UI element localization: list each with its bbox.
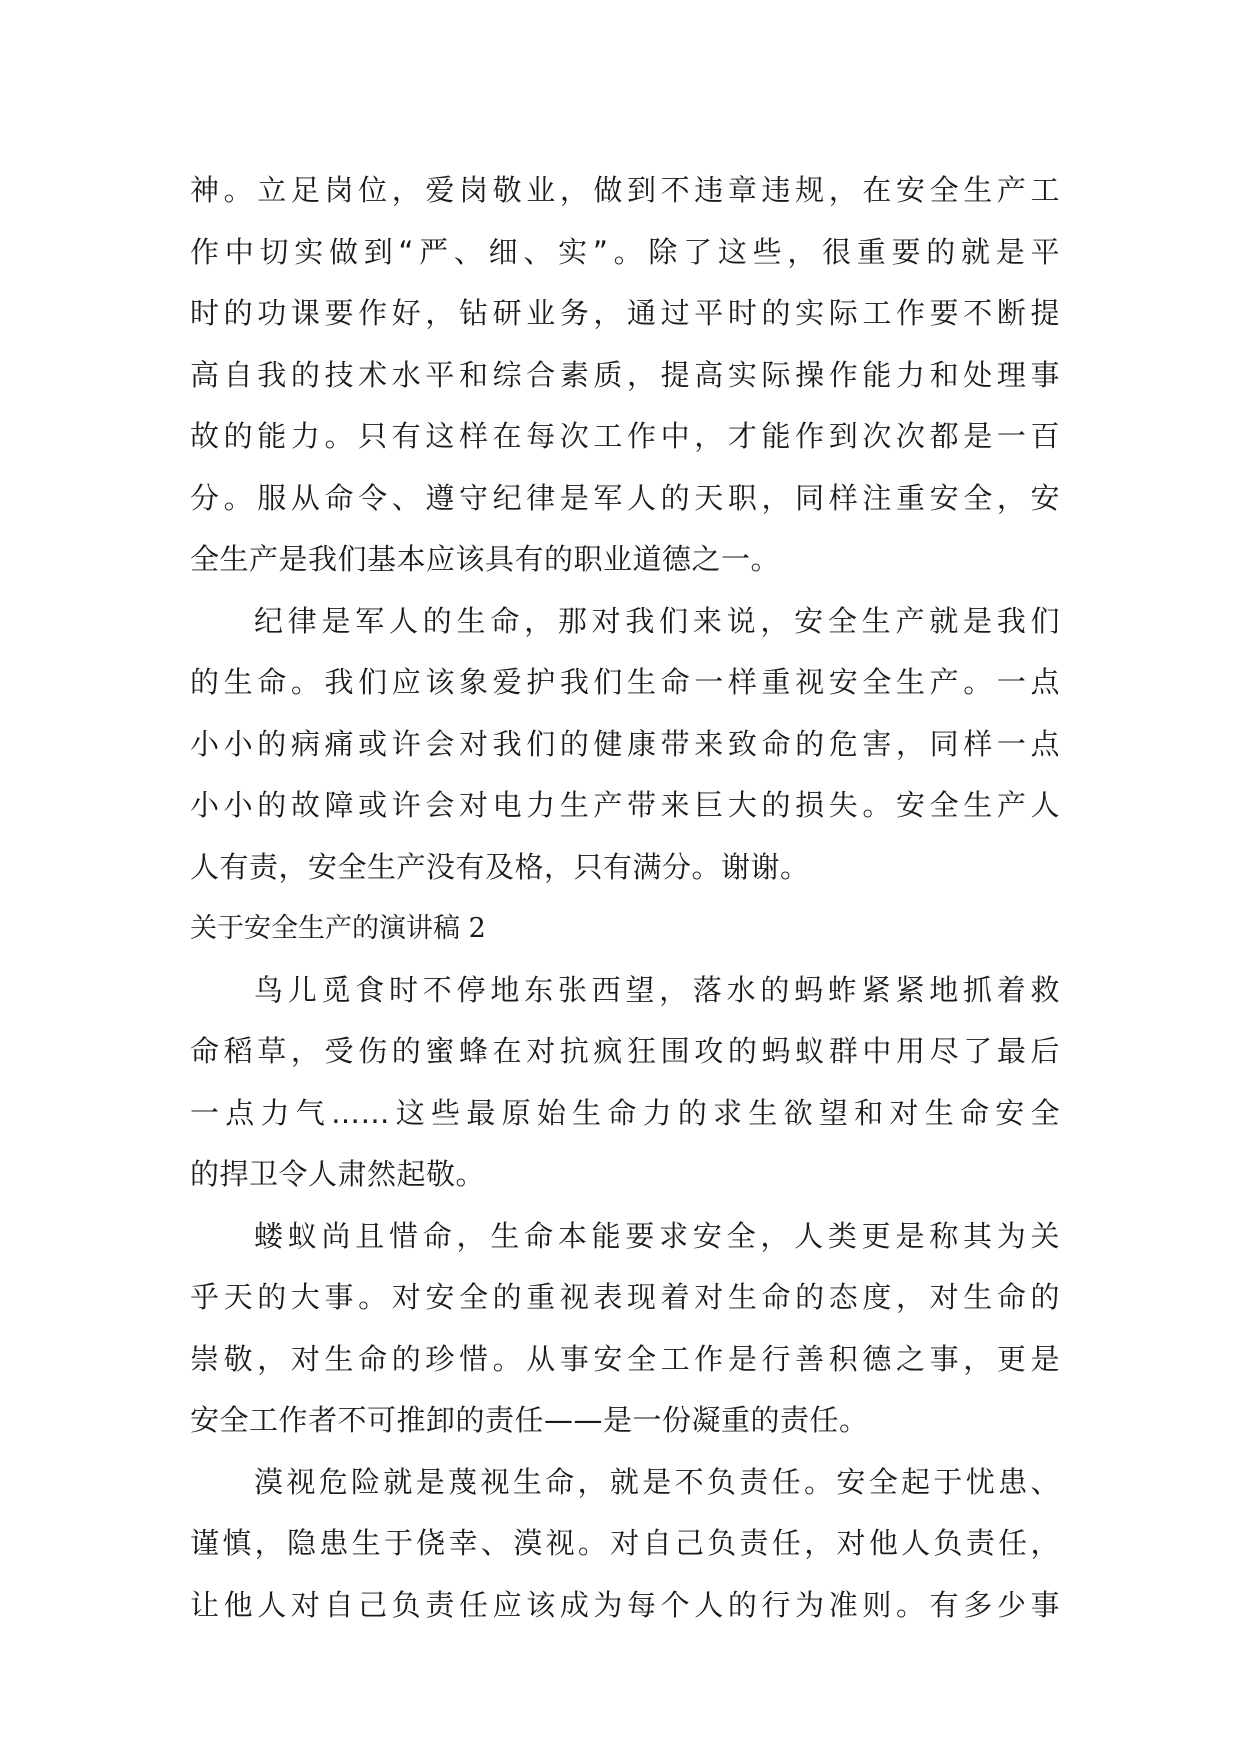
text-line: 小小的故障或许会对电力生产带来巨大的损失。安全生产人 [190, 788, 1060, 822]
text-line: 的生命。我们应该象爱护我们生命一样重视安全生产。一点 [190, 665, 1060, 699]
text-line: 小小的病痛或许会对我们的健康带来致命的危害，同样一点 [190, 726, 1060, 761]
text-line: 神。立足岗位，爱岗敬业，做到不违章违规，在安全生产工 [190, 173, 1060, 207]
text-line: 故的能力。只有这样在每次工作中，才能作到次次都是一百 [190, 419, 1060, 453]
text-line: 让他人对自己负责任应该成为每个人的行为准则。有多少事 [190, 1587, 1060, 1622]
text-line: 全生产是我们基本应该具有的职业道德之一。 [190, 542, 781, 576]
text-line: 谨慎，隐患生于侥幸、漠视。对自己负责任，对他人负责任， [190, 1526, 1060, 1560]
text-line: 乎天的大事。对安全的重视表现着对生命的态度，对生命的 [190, 1280, 1060, 1314]
text-line: 鸟儿觅食时不停地东张西望，落水的蚂蚱紧紧地抓着救 [254, 972, 1060, 1007]
text-line: 人有责，安全生产没有及格，只有满分。谢谢。 [190, 849, 810, 884]
text-line: 一点力气……这些最原始生命力的求生欲望和对生命安全 [190, 1095, 1060, 1130]
text-line: 时的功课要作好，钻研业务，通过平时的实际工作要不断提 [190, 296, 1060, 330]
document-body [190, 160, 1060, 1636]
text-line: 作中切实做到“严、细、实”。除了这些，很重要的就是平 [190, 234, 1060, 269]
text-line: 的捍卫令人肃然起敬。 [190, 1157, 486, 1191]
text-line: 命稻草，受伤的蜜蜂在对抗疯狂围攻的蚂蚁群中用尽了最后 [190, 1034, 1060, 1068]
text-line: 分。服从命令、遵守纪律是军人的天职，同样注重安全，安 [190, 480, 1060, 515]
text-line: 漠视危险就是蔑视生命，就是不负责任。安全起于忧患、 [254, 1464, 1060, 1499]
text-line: 高自我的技术水平和综合素质，提高实际操作能力和处理事 [190, 357, 1060, 392]
text-line: 崇敬，对生命的珍惜。从事安全工作是行善积德之事，更是 [190, 1341, 1060, 1376]
section-heading: 关于安全生产的演讲稿 2 [190, 913, 486, 944]
text-line: 纪律是军人的生命，那对我们来说，安全生产就是我们 [254, 603, 1060, 638]
text-line: 蝼蚁尚且惜命，生命本能要求安全，人类更是称其为关 [254, 1218, 1060, 1253]
text-line: 安全工作者不可推卸的责任——是一份凝重的责任。 [190, 1403, 869, 1437]
